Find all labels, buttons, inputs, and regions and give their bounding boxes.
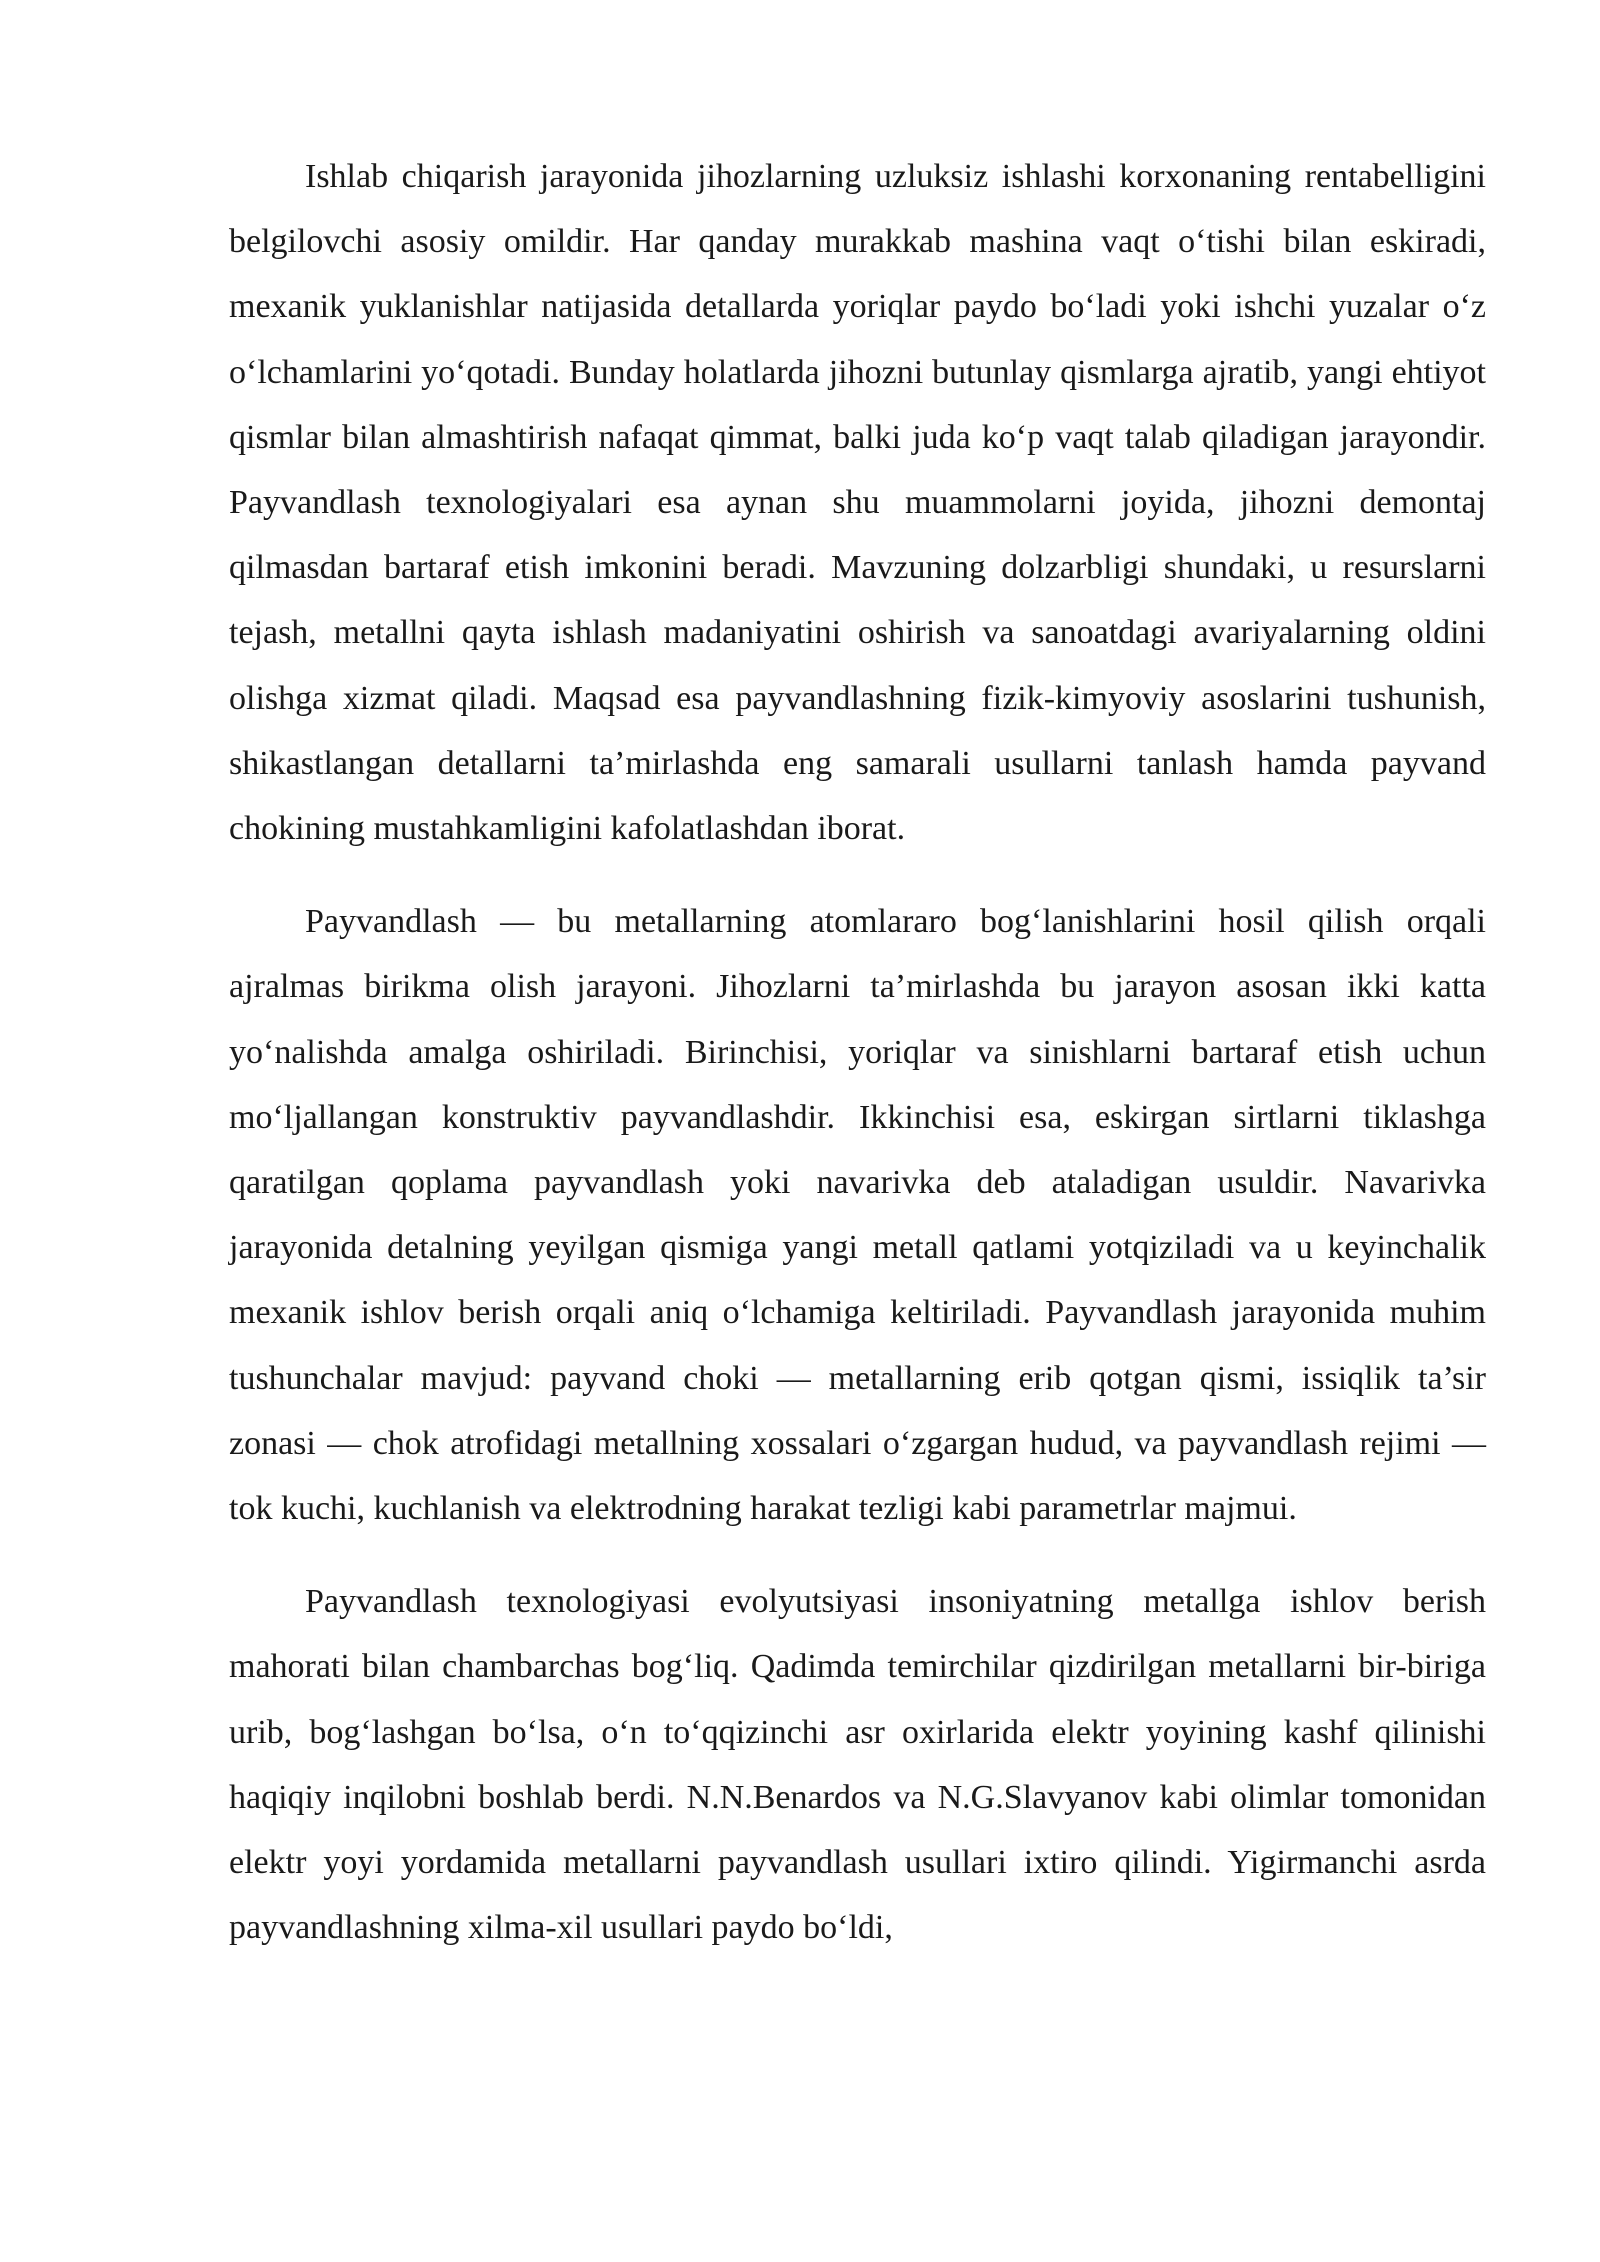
paragraph: Ishlab chiqarish jarayonida jihozlarning uzluksiz ishlashi korxonaning rentabelligini belgilovchi asosiy omildir. Har qanday murakkab mashina vaqt o‘tishi bilan eskiradi, mexanik yuklanishlar natijasida detallarda yoriqlar paydo bo‘ladi yoki ishchi yuzalar o‘z o‘lchamlarini yo‘qotadi. Bunday holatlarda jihozni butunlay qismlarga ajratib, yangi ehtiyot qismlar bilan almashtirish nafaqat qimmat, balki juda ko‘p vaqt talab qiladigan jarayondir. Payvandlash texnologiyalari esa aynan shu muammolarni joyida, jihozni demontaj qilmasdan bartaraf etish imkonini beradi. Mavzuning dolzarbligi shundaki, u resurslarni tejash, metallni qayta ishlash madaniyatini oshirish va sanoatdagi avariyalarning oldini olishga xizmat qiladi. Maqsad esa payvandlashning fizik-kimyoviy asoslarini tushunish, shikastlangan detallarni ta’mirlashda eng samarali usullarni tanlash hamda payvand chokining mustahkamligini kafolatlashdan iborat. xyxy=(229,158,1486,848)
document-body xyxy=(229,144,1486,1988)
paragraph: Payvandlash texnologiyasi evolyutsiyasi insoniyatning metallga ishlov berish mahorati bilan chambarchas bog‘liq. Qadimda temirchilar qizdirilgan metallarni bir-biriga urib, bog‘lashgan bo‘lsa, o‘n to‘qqizinchi asr oxirlarida elektr yoyining kashf qilinishi haqiqiy inqilobni boshlab berdi. N.N.Benardos va N.G.Slavyanov kabi olimlar tomonidan elektr yoyi yordamida metallarni payvandlash usullari ixtiro qilindi. Yigirmanchi asrda payvandlashning xilma-xil usullari paydo bo‘ldi, xyxy=(229,1583,1486,1947)
paragraph: Payvandlash — bu metallarning atomlararo bog‘lanishlarini hosil qilish orqali ajralmas birikma olish jarayoni. Jihozlarni ta’mirlashda bu jarayon asosan ikki katta yo‘nalishda amalga oshiriladi. Birinchisi, yoriqlar va sinishlarni bartaraf etish uchun mo‘ljallangan konstruktiv payvandlashdir. Ikkinchisi esa, eskirgan sirtlarni tiklashga qaratilgan qoplama payvandlash yoki navarivka deb ataladigan usuldir. Navarivka jarayonida detalning yeyilgan qismiga yangi metall qatlami yotqiziladi va u keyinchalik mexanik ishlov berish orqali aniq o‘lchamiga keltiriladi. Payvandlash jarayonida muhim tushunchalar mavjud: payvand choki — metallarning erib qotgan qismi, issiqlik ta’sir zonasi — chok atrofidagi metallning xossalari o‘zgargan hudud, va payvandlash rejimi — tok kuchi, kuchlanish va elektrodning harakat tezligi kabi parametrlar majmui. xyxy=(229,903,1486,1528)
